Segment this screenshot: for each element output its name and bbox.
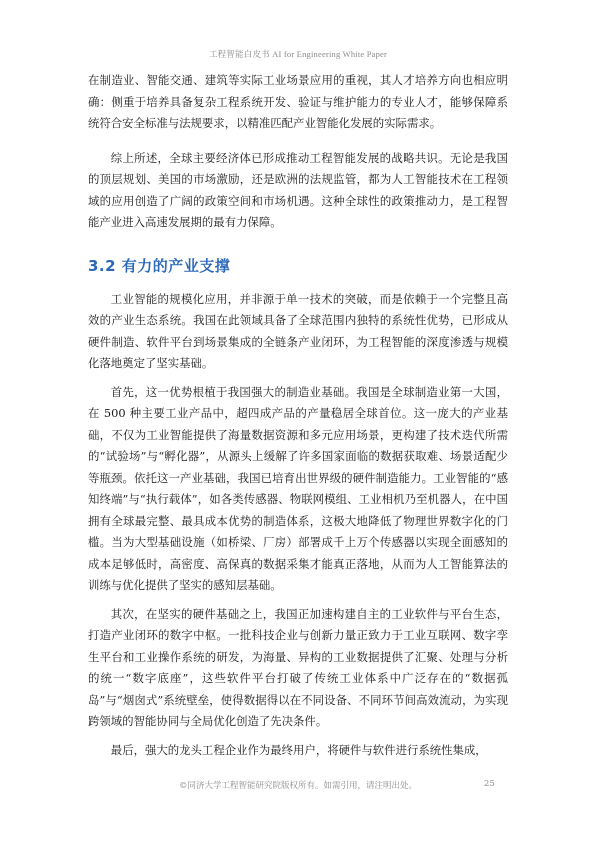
- paragraph-summary: 综上所述，全球主要经济体已形成推动工程智能发展的战略共识。无论是我国的顶层规划、美国的市场激励，还是欧洲的法规监管，都为人工智能技术在工程领域的应用创造了广阔的政策空间和市场机遇。这种全球性的政策推动力，是工程智能产业进入高速发展期的最有力保障。: [88, 150, 508, 229]
- paragraph-manufacturing-base: 首先，这一优势根植于我国强大的制造业基础。我国是全球制造业第一大国，在 500 种主要工业产品中，超四成产品的产量稳居全球首位。这一庞大的产业基础，不仅为工业智能提供了海量数据资源和多元应用场景，更构建了技术迭代所需的“试验场”与“孵化器”，从源头上缓解了许多国家面临的数据获取难、场景适配少等瓶颈。依托这一产业基础，我国已培育出世界级的硬件制造能力。工业智能的“感知终端”与“执行载体”，如各类传感器、物联网模组、工业相机乃至机器人，在中国拥有全球最完整、最具成本优势的制造体系，这极大地降低了物理世界数字化的门槛。当为大型基础设施（如桥梁、厂房）部署成千上万个传感器以实现全面感知的成本足够低时，高密度、高保真的数据采集才能真正落地，从而为人工智能算法的训练与优化提供了坚实的感知层基础。: [88, 384, 508, 592]
- running-header: 工程智能白皮书 AI for Engineering White Paper: [208, 49, 388, 59]
- page-number: 25: [484, 779, 495, 789]
- page-body: [88, 70, 508, 761]
- paragraph-industry-ecosystem: 工业智能的规模化应用，并非源于单一技术的突破，而是依赖于一个完整且高效的产业生态系统。我国在此领域具备了全球范围内独特的系统性优势，已形成从硬件制造、软件平台到场景集成的全链条产业闭环，为工程智能的深度渗透与规模化落地奠定了坚实基础。: [88, 291, 508, 370]
- paragraph-software-platform: 其次，在坚实的硬件基础之上，我国正加速构建自主的工业软件与平台生态，打造产业闭环的数字中枢。一批科技企业与创新力量正致力于工业互联网、数字孪生平台和工业操作系统的研发，为海量、异构的工业数据提供了汇聚、处理与分析的统一“数字底座”，这些软件平台打破了传统工业体系中广泛存在的“数据孤岛”与“烟囱式”系统壁垒，使得数据得以在不同设备、不同环节间高效流动，为实现跨领域的智能协同与全局优化创造了先决条件。: [88, 606, 508, 728]
- paragraph-talent-training: 在制造业、智能交通、建筑等实际工业场景应用的重视，其人才培养方向也相应明确：侧重于培养具备复杂工程系统开发、验证与维护能力的专业人才，能够保障系统符合安全标准与法规要求，以精准匹配产业智能化发展的实际需求。: [88, 73, 508, 130]
- paragraph-leading-enterprises: 最后，强大的龙头工程企业作为最终用户，将硬件与软件进行系统性集成，: [110, 742, 487, 757]
- section-heading: 3.2 有力的产业支撑: [88, 256, 231, 275]
- copyright-notice: ©同济大学工程智能研究院版权所有。如需引用，请注明出处。: [178, 781, 417, 791]
- page-footer: [0, 779, 596, 793]
